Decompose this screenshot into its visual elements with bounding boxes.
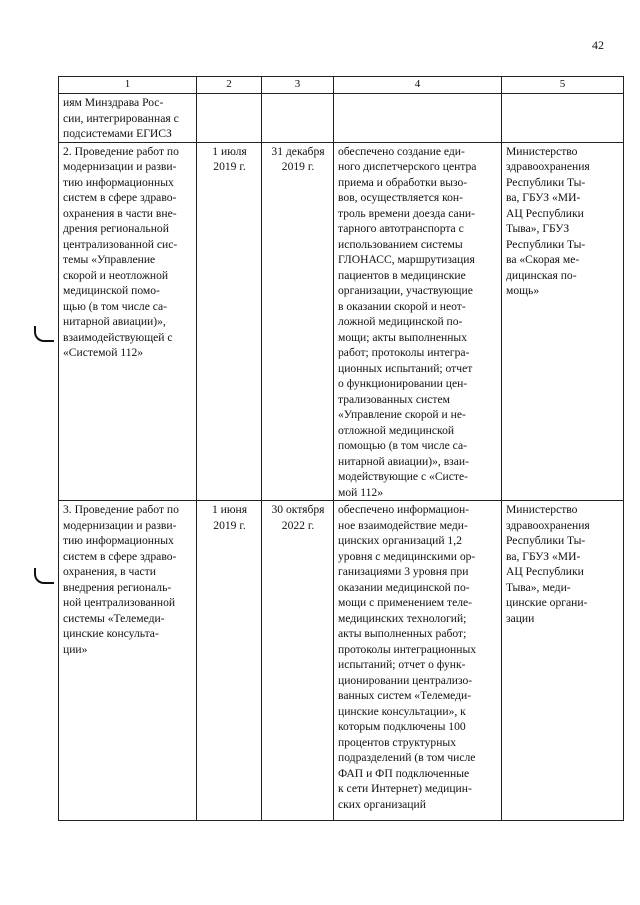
cell-line: 31 декабря <box>271 144 325 158</box>
cell-line: систем в сфере здраво- <box>63 191 177 204</box>
cell-start-date <box>197 142 262 501</box>
cell-line: обеспечено создание еди- <box>338 144 465 158</box>
cell-line: Министерство <box>506 144 578 158</box>
table-row <box>59 142 624 501</box>
cell-line: ва, ГБУЗ «МИ- <box>506 549 581 563</box>
cell-line: 30 октября <box>271 503 325 516</box>
cell-line: ного диспетчерского центра <box>338 160 477 173</box>
cell-line: испытаний; отчет о функ- <box>338 658 466 671</box>
cell-line: модернизации и разви- <box>63 160 177 173</box>
header-cell: 3 <box>262 77 334 94</box>
cell-line: вов, осуществляется кон- <box>338 191 463 204</box>
cell-line: здравоохранения <box>506 160 590 173</box>
cell-line: помощью (в том числе са- <box>338 439 467 452</box>
cell-line: ФАП и ФП подключенные <box>338 766 470 780</box>
cell-line: ционных испытаний; отчет <box>338 361 473 375</box>
header-cell: 2 <box>197 77 262 94</box>
cell-line: скорой и неотложной <box>63 268 169 282</box>
cell-line: нитарной авиации)», взаи- <box>338 454 469 468</box>
cell-responsible <box>502 501 624 821</box>
cell-line: медицинских технологий; <box>338 611 467 625</box>
cell-start-date <box>197 94 262 143</box>
cell-measure <box>59 142 197 501</box>
cell-line: ганизациями 3 уровня при <box>338 565 469 578</box>
cell-line: 2022 г. <box>281 518 315 532</box>
cell-line: 2019 г. <box>281 160 315 173</box>
cell-line: 2. Проведение работ по <box>63 144 179 158</box>
cell-line: взаимодействующей с <box>63 330 173 344</box>
cell-responsible <box>502 142 624 501</box>
cell-line: мощи с применением теле- <box>338 596 473 609</box>
cell-line: оказании медицинской по- <box>338 580 470 594</box>
cell-line: процентов структурных <box>338 735 457 749</box>
cell-line: ционировании централизо- <box>338 673 473 687</box>
margin-hole-mark <box>34 326 54 342</box>
cell-line: ложной медицинской по- <box>338 315 463 328</box>
cell-line: ции» <box>63 642 88 656</box>
cell-line: ва, ГБУЗ «МИ- <box>506 191 581 204</box>
cell-line: приема и обработки вызо- <box>338 175 468 189</box>
cell-line: тарного автотранспорта с <box>338 222 464 235</box>
header-cell: 4 <box>334 77 502 94</box>
cell-end-date <box>262 94 334 143</box>
cell-line: в оказании скорой и неот- <box>338 299 466 313</box>
cell-line: организации, участвующие <box>338 284 473 297</box>
cell-line: иям Минздрава Рос- <box>63 96 164 109</box>
header-cell: 1 <box>59 77 197 94</box>
cell-line: Тыва», ГБУЗ <box>506 222 570 235</box>
cell-line: сии, интегрированная с <box>63 111 179 125</box>
cell-line: обеспечено информацион- <box>338 503 470 516</box>
cell-start-date <box>197 501 262 821</box>
plan-table <box>58 76 624 821</box>
table-row <box>59 94 624 143</box>
cell-line: работ; протоколы интегра- <box>338 346 470 359</box>
cell-line: систем в сфере здраво- <box>63 549 177 563</box>
cell-result <box>334 94 502 143</box>
cell-line: АЦ Республики <box>506 565 584 578</box>
cell-line: модернизации и разви- <box>63 518 177 532</box>
cell-line: мощи; акты выполненных <box>338 330 468 344</box>
cell-line: зации <box>506 611 535 625</box>
table-header-row <box>59 77 624 94</box>
cell-line: «Управление скорой и не- <box>338 408 466 421</box>
cell-line: цинские консульта- <box>63 627 159 640</box>
cell-line: ва «Скорая ме- <box>506 253 580 266</box>
cell-line: подразделений (в том числе <box>338 751 476 764</box>
cell-line: системы «Телемеди- <box>63 611 165 625</box>
cell-line: уровня с медицинскими ор- <box>338 549 476 563</box>
cell-line: ГЛОНАСС, маршрутизация <box>338 253 475 266</box>
cell-line: ное взаимодействие меди- <box>338 518 468 532</box>
cell-line: Тыва», меди- <box>506 580 571 594</box>
cell-line: тию информационных <box>63 534 174 547</box>
cell-line: цинские консультации», к <box>338 704 466 718</box>
cell-line: централизованной сис- <box>63 237 178 251</box>
cell-line: Республики Ты- <box>506 237 586 251</box>
cell-line: щью (в том числе са- <box>63 299 168 313</box>
cell-line: здравоохранения <box>506 518 590 532</box>
cell-line: охранения в части вне- <box>63 206 177 220</box>
cell-measure <box>59 94 197 143</box>
cell-line: трализованных систем <box>338 392 450 406</box>
cell-line: дицинская по- <box>506 268 577 282</box>
cell-result <box>334 142 502 501</box>
cell-line: Республики Ты- <box>506 175 586 189</box>
cell-line: ских организаций <box>338 797 426 811</box>
cell-line: 1 июня <box>211 503 248 516</box>
cell-end-date <box>262 501 334 821</box>
cell-line: медицинской помо- <box>63 284 160 297</box>
header-cell: 5 <box>502 77 624 94</box>
page-number: 42 <box>592 38 604 52</box>
cell-line: которым подключены 100 <box>338 720 466 733</box>
cell-line: тию информационных <box>63 175 174 189</box>
table-row <box>59 501 624 821</box>
cell-result <box>334 501 502 821</box>
cell-line: охранения, в части <box>63 565 156 578</box>
cell-line: модействующие с «Систе- <box>338 470 468 483</box>
cell-line: использованием системы <box>338 237 463 251</box>
cell-line: акты выполненных работ; <box>338 627 467 640</box>
margin-hole-mark <box>34 568 54 584</box>
cell-line: мощь» <box>506 284 540 297</box>
cell-line: Республики Ты- <box>506 534 586 547</box>
cell-line: пациентов в медицинские <box>338 268 466 282</box>
cell-measure <box>59 501 197 821</box>
cell-line: 3. Проведение работ по <box>63 503 179 516</box>
cell-line: темы «Управление <box>63 253 156 266</box>
cell-line: внедрения региональ- <box>63 580 172 594</box>
cell-line: к сети Интернет) медицин- <box>338 782 472 795</box>
cell-responsible <box>502 94 624 143</box>
cell-line: 2019 г. <box>213 160 246 173</box>
cell-line: «Системой 112» <box>63 346 144 359</box>
cell-line: подсистемами ЕГИСЗ <box>63 127 172 140</box>
cell-line: отложной медицинской <box>338 423 455 437</box>
cell-line: АЦ Республики <box>506 206 584 220</box>
cell-end-date <box>262 142 334 501</box>
cell-line: протоколы интеграционных <box>338 642 477 656</box>
cell-line: ной централизованной <box>63 596 176 609</box>
cell-line: 1 июля <box>212 144 247 158</box>
cell-line: цинских организаций 1,2 <box>338 534 462 547</box>
cell-line: о функционировании цен- <box>338 377 468 390</box>
cell-line: ванных систем «Телемеди- <box>338 689 472 702</box>
cell-line: мой 112» <box>338 485 383 499</box>
cell-line: нитарной авиации)», <box>63 315 166 328</box>
cell-line: Министерство <box>506 503 578 516</box>
cell-line: 2019 г. <box>213 518 246 532</box>
cell-line: троль времени доезда сани- <box>338 206 475 220</box>
cell-line: цинские органи- <box>506 596 588 609</box>
cell-line: дрения региональной <box>63 222 169 235</box>
